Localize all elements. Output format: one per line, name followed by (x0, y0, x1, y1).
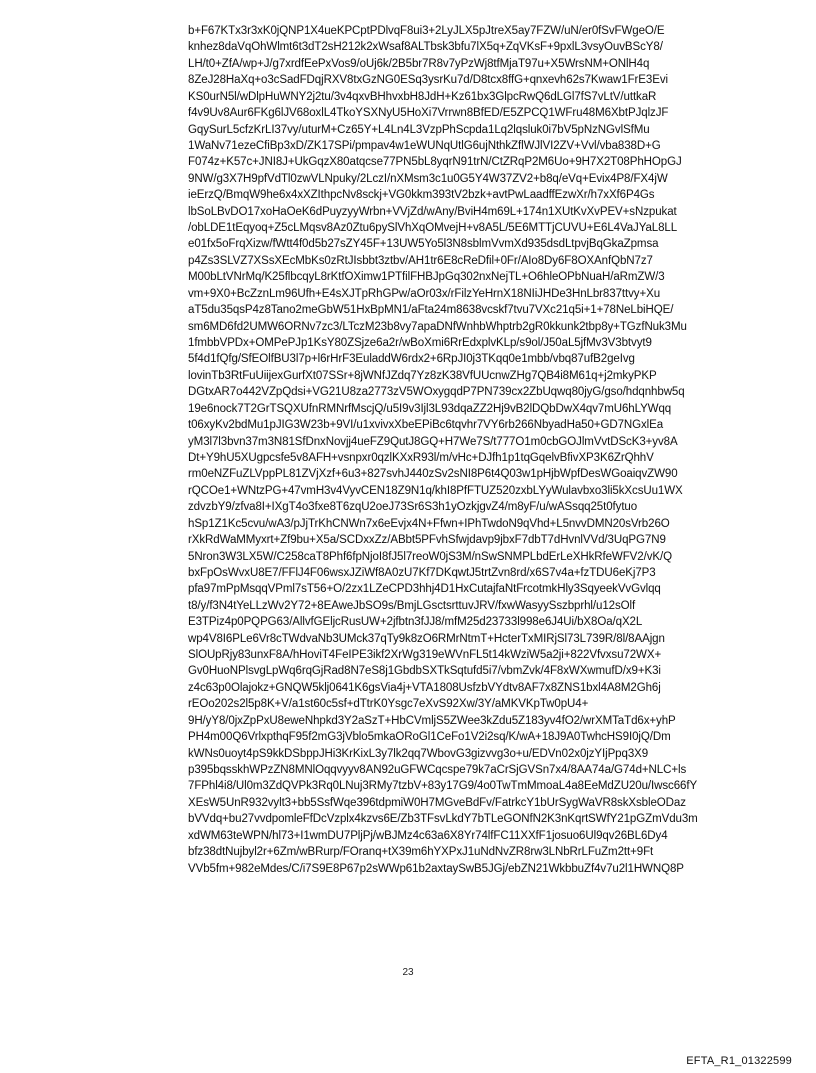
text-line: lbSoLBvDO17xoHaOeK6dPuyzyyWrbn+VVjZd/wAny/BviH4m69L+174n1XUtKvXvPEV+sNzpukat (188, 205, 677, 218)
text-line: rQCOe1+WNtzPG+47vmH3v4VyvCEN18Z9N1q/khI8PfFTUZ520zxbLYyWulavbxo3li5kXcsUu1WX (188, 484, 683, 497)
text-line: rXkRdWaMMyxrt+Zf9bu+X5a/SCDxxZz/ABbt5PFvhSfwjdavp9jbxF7dbT7dHvnlVVd/3UqPG7N9 (188, 534, 666, 547)
text-line: PH4m00Q6VrlxpthqF95f2mG3jVblo5mkaORoGl1CeFo1V2i2sq/K/wA+18J9A0TwhcHS9I0jQ/Dm (188, 731, 671, 744)
text-line: z4c63p0Olajokz+GNQW5klj0641K6gsVia4j+VTA1808UsfzbVYdtv8AF7x8ZNS1bxl4A8M2Gh6j (188, 681, 661, 694)
text-line: 9NW/g3X7H9pfVdTl0zwVLNpuky/2LczI/nXMsm3c1u0G5Y4W37ZV2+b8q/eVq+Evix4P8/FX4jW (188, 172, 668, 185)
text-line: DGtxAR7o442VZpQdsi+VG21U8za2773zV5WOxygqdP7PN739cx2ZbUqwq80jyG/gso/hdqnhbw5q (188, 386, 685, 399)
text-line: 7FPhl4i8/Ul0m3ZdQVPk3Rq0LNuj3RMy7tzbV+83y17G9/4o0TwTmMmoaL4a8EeMdZU20u/Iwsc66fY (188, 780, 698, 793)
text-line: t8/y/f3N4tYeLLzWv2Y72+8EAweJbSO9s/BmjLGsctsrttuvJRV/fxwWasyySszbprhl/u12sOlf (188, 599, 636, 612)
text-line: hSp1Z1Kc5cvu/wA3/pJjTrKhCNWn7x6eEvjx4N+Ffwn+IPhTwdoN9qVhd+L5nvvDMN20sVrb26O (188, 517, 670, 530)
page-number: 23 (402, 967, 414, 978)
text-line: bfz38dtNujbyl2r+6Zm/wBRurp/FOranq+tX39m6hYXPxJ1uNdNvZR8rw3LNbRrLFuZm2tt+9Ft (188, 846, 654, 859)
text-line: /obLDE1tEqyoq+Z5cLMqsv8Az0Ztu6pySlVhXqOMvejH+v8A5L/5E6MTTjCUVU+E6L4VaJYaL8LL (188, 222, 678, 235)
encoded-text-block (188, 23, 798, 877)
text-line: rm0eNZFuZLVppPL81ZVjXzf+6u3+827svhJ440zSv2sNI8P6t4Q03w1pHjbWpfDesWGoaiqvZW90 (188, 468, 678, 481)
text-line: GqySurL5cfzKrLI37vy/uturM+Cz65Y+L4Ln4L3VzpPhScpda1Lq2lqsluk0i7bV5pNzNGvlSfMu (188, 123, 650, 136)
text-line: xdWM63teWPN/hl73+I1wmDU7PljPj/wBJMz4c63a6X8Yr74lfFC11XXfF1josuo6Ul9qv26BL6Dy4 (188, 829, 668, 842)
text-line: t06xyKv2bdMu1pJIG3W23b+9VI/u1xvivxXbeEPiBc6tqvhr7VY6rb266NbyadHa50+GD7NGxlEa (188, 419, 664, 432)
text-line: 8ZeJ28HaXq+o3cSadFDqjRXV8txGzNG0ESq3ysrKu7d/D8tcx8ffG+qnxevh62s7Kwaw1FrE3Evi (188, 74, 668, 87)
text-line: yM3l7l3bvn37m3N81SfDnxNovjj4ueFZ9QutJ8GQ+H7We7S/t777O1m0cbGOJlmVvtDScK3+yv8A (188, 435, 678, 448)
text-line: rEOo202s2l5p8K+V/a1st60c5sf+dTtrK0Ysgc7eXvS92Xw/3Y/aMKVKpTw0pU4+ (188, 698, 589, 711)
text-line: 9H/yY8/0jxZpPxU8eweNhpkd3Y2aSzT+HbCVmljS5ZWee3kZdu5Z183yv4fO2/wrXMTaTd6x+yhP (188, 714, 676, 727)
text-line: Gv0HuoNPlsvgLpWq6rqGjRad8N7eS8j1GbdbSXTkSqtufd5i7/vbmZvk/4F8xWXwmufD/x9+K3i (188, 665, 661, 678)
text-line: b+F67KTx3r3xK0jQNP1X4ueKPCptPDlvqF8ui3+2LyJLX5pJtreX5ay7FZW/uN/er0fSvFWgeO/E (188, 25, 665, 37)
text-line: SlOUpRjy83unxF8A/hHoviT4FeIPE3ikf2XrWg319eWVnFL5t14kWziW5a2ji+822Vfvxsu72WX+ (188, 649, 662, 662)
text-line: bVVdq+bu27vvdpomleFfDcVzplx4kzvs6E/Zb3TFsvLkdY7bTLeGONfN2K3nKqrtSWfY21pGZmVdu3m (188, 813, 698, 826)
text-line: zdvzbY9/zfva8I+IXgT4o3fxe8T6zqU2oeJ73Sr6S3h1yOzkjgvZ4/m8yF/u/wASsqq25t0fytuo (188, 501, 638, 514)
text-line: KS0urN5l/wDlpHuWNY2j2tu/3v4qxvBHhvxbH8JdH+Kz61bx3GlpcRwQ6dLGl7fS7vLtV/uttkaR (188, 90, 657, 103)
text-line: lovinTb3RtFuUiijexGurfXt07SSr+8jWNfJZdq7Yz8zK38VfUUcnwZHg7QB4i8M61q+j2mkyPKP (188, 369, 657, 382)
text-line: ieErzQ/BmqW9he6x4xXZIthpcNv8sckj+VG0kkm393tV2bzk+avtPwLaadffEzwXr/h7xXf6P4Gs (188, 189, 655, 202)
text-line: XEsW5UnR932vylt3+bb5SsfWqe396tdpmiW0H7MGveBdFv/FatrkcY1bUrSygWaVR8skXsbleODaz (188, 796, 686, 809)
text-line: f4v9Uv8Aur6FKg6lJV68oxlL4TkoYSXNyU5HoXi7Vrrwn8BfED/E5ZPCQ1WFru48M6XbtPJqlzJF (188, 107, 669, 120)
text-line: sm6MD6fd2UMW6ORNv7zc3/LTczM23b8vy7apaDNfWnhbWhptrb2gR0kkunk2tbp8y+TGzfNuk3Mu (188, 320, 687, 333)
text-line: e01fx5oFrqXizw/fWtt4f0d5b27sZY45F+13UW5Yo5l3N8sblmVvmXd935dsdLtpvjBqGkaZpmsa (188, 238, 659, 251)
text-line: bxFpOsWvxU8E7/FFlJ4F06wsxJZiWf8A0zU7Kf7DKqwtJ5trtZvn8rd/x6S7v4a+fzTDU6eKj7P3 (188, 566, 656, 579)
text-line: 19e6nock7T2GrTSQXUfnRMNrfMscjQ/u5I9v3Ijl3L93dqaZZ2Hj9vB2lDQbDwX4qv7mU6hLYWqq (188, 402, 672, 415)
text-line: 5Nron3W3LX5W/C258caT8Phf6fpNjoI8fJ5l7reoW0jS3M/nSwSNMPLbdErLeXHkRfeWFV2/vK/Q (188, 550, 672, 563)
text-line: kWNs0uoyt4pS9kkDSbppJHi3KrKixL3y7lk2qq7WbovG3gizvvg3o+u/EDVn02x0jzYIjPpq3X9 (188, 747, 649, 760)
text-line: M00bLtVNrMq/K25flbcqyL8rKtfOXimw1PTfilFHBJpGq302nxNejTL+O6hleOPbNuaH/aRmZW/3 (188, 271, 665, 284)
document-id: EFTA_R1_01322599 (686, 1055, 792, 1067)
text-line: 5f4d1fQfg/SfEOlfBU3l7p+l6rHrF3EuladdW6rdx2+6RpJI0j3TKqq0e1mbb/vbq87ufB2geIvg (188, 353, 635, 366)
text-line: VVb5fm+982eMdes/C/i7S9E8P67p2sWWp61b2axtaySwB5JGj/ebZN21WkbbuZf4v7u2l1HWNQ8P (188, 862, 684, 875)
text-line: vm+9X0+BcZznLm96Ufh+E4sXJTpRhGPw/aOr03x/rFilzYeHrnX18NIiJHDe3HnLbr837ttvy+Xu (188, 287, 661, 300)
text-line: knhez8daVqOhWlmt6t3dT2sH212k2xWsaf8ALTbsk3bfu7lX5q+ZqVKsF+9pxlL3vsyOuvBScY8/ (188, 41, 663, 54)
text-line: p395bqsskhWPzZN8MNlOqqvyyv8AN92uGFWCqcspe79k7aCrSjGVSn7x4/8AA74a/G74d+NLC+ls (188, 763, 687, 776)
text-line: aT5du35qsP4z8Tano2meGbW51HxBpMN1/aFta24m8638vcskf7tvu7VXc21q5i+1+78NeLbiHQE/ (188, 304, 674, 317)
text-line: F074z+K57c+JNI8J+UkGqzX80atqcse77PN5bL8yqrN91trN/CtZRqP2M6Uo+9H7X2T08PhHOpGJ (188, 156, 682, 169)
text-line: Dt+Y9hU5XUgpcsfe5v8AFH+vsnpxr0qzlKXxR93l/m/vHc+DJfh1p1tqGqelvBfivXP3K6ZrQhhV (188, 451, 654, 464)
text-line: 1fmbbVPDx+OMPePJp1KsY80ZSjze6a2r/wBoXmi6RrEdxplvKLp/s9ol/J50aL5jfMv3V3btvyt9 (188, 337, 652, 350)
text-line: p4Zs3SLVZ7XSsXEcMbKs0zRtJIsbbt3ztbv/AH1tr6E8cReDfil+0Fr/AIo8Dy6F8OXAnfQbN7z7 (188, 254, 653, 267)
text-line: pfa97mPpMsqqVPml7sT56+O/2zx1LZeCPD3hhj4D1HxCutajfaNtFrcotmkHly3SqyeekVvGvlqq (188, 583, 661, 596)
text-line: E3TPiz4p0PQPG63/AllvfGEljcRusUW+2jfbtn3fJJ8/mfM25d23733l998e6J4Ui/bX8Oa/qX2L (188, 616, 643, 629)
text-line: wp4V8I6PLe6Vr8cTWdvaNb3UMck37qTy9k8zO6RMrNtmT+HcterTxMIRjSl73L739R/8l/8AAjgn (188, 632, 665, 645)
text-line: LH/t0+ZfA/wp+J/g7xrdfEePxVos9/oUj6k/2B5br7R8v7yPzWj8tfMjaT97u+X5WrsNM+ONlH4q (188, 57, 650, 70)
text-line: 1WaNv71ezeCfiBp3xD/ZK17SPi/pmpav4w1eWUNqUtlG6ujNthkZflWJlVI2ZV+Vvl/vba838D+G (188, 139, 661, 152)
